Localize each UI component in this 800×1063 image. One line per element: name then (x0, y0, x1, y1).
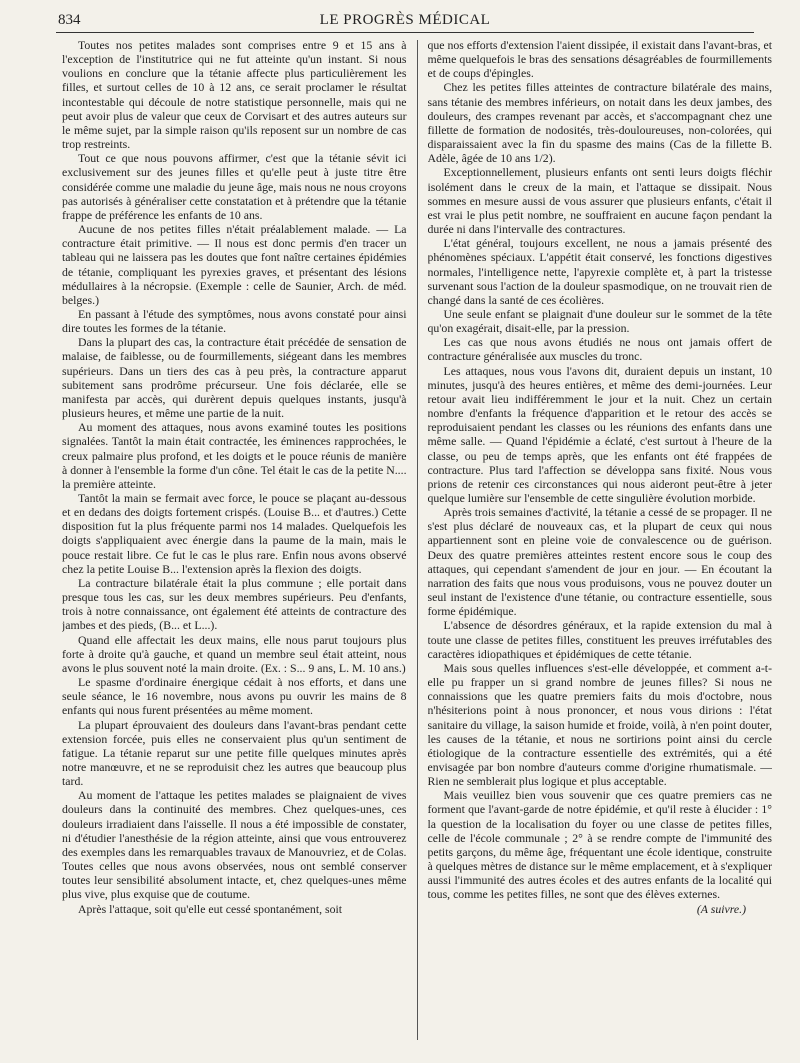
paragraph: Exceptionnellement, plusieurs enfants ont senti leurs doigts fléchir isolément dans le creux de la main, et l'attaque se dissipait. Nous sommes en mesure aussi de vous assurer que plusieurs enfants, c'était il est vrai le plus petit nombre, ne souffraient en aucune façon pendant la durée ni dans l'intervalle des contractures. (427, 165, 773, 237)
paragraph: En passant à l'étude des symptômes, nous avons constaté pour ainsi dire toutes les formes de la tétanie. (62, 306, 407, 336)
paragraph: Le spasme d'ordinaire énergique cédait à nos efforts, et dans une seule séance, le 16 novembre, nous avons pu ouvrir les mains de 8 enfants qui nous furent présentées au même moment. (62, 675, 407, 718)
left-column (62, 38, 407, 1048)
paragraph: Chez les petites filles atteintes de contracture bilatérale des mains, sans tétanie des membres inférieurs, on notait dans les deux jambes, des douleurs, des crampes revenant par accès, et s'accompagnant chez une fillette de formation de nodosités, très-douloureuses, non-colorées, qui disparaissaient avec la fin du spasme des mains (Cas de la fillette B. Adèle, âgée de 10 ans 1/2). (427, 80, 773, 166)
paragraph: Une seule enfant se plaignait d'une douleur sur le sommet de la tête qu'on exagérait, disait-elle, par la pression. (427, 306, 773, 336)
column-divider (417, 40, 418, 1040)
paragraph: La contracture bilatérale était la plus commune ; elle portait dans presque tous les cas, sur les deux membres supérieurs. Peu d'enfants, trois à notre connaissance, ont également été atteints de contracture des jambes et des pieds, (B... et L...). (62, 575, 407, 633)
paragraph: Mais sous quelles influences s'est-elle développée, et comment a-t-elle pu frapper un si grand nombre de jeunes filles? Si nous ne connaissions que les quatre premiers faits du mois d'octobre, nous n'hésiterions point à nous prononcer, et nous vous dirions : l'état sanitaire du village, la saison humide et froide, voilà, à n'en point douter, les causes de la tétanie, et nous ne sortirions point ainsi du cercle étiologique de la contracture essentielle des extrémités, qui a été envisagée par bon nombre d'auteurs comme d'origine rhumatismale. — Rien ne semblerait plus logique et plus acceptable. (427, 660, 773, 789)
continuation-note: (A suivre.) (696, 901, 747, 916)
paragraph: Toutes nos petites malades sont comprises entre 9 et 15 ans à l'exception de l'institutrice qui ne fut atteinte qu'un instant. Si nous voulions en conclure que la tétanie affecte plus particulièrement les filles, et surtout celles de 10 à 12 ans, ce serait proclamer le résultat incontestable qui découle de notre statistique personnelle, mais qui ne peut avoir plus de valeur que ceux de Corvisart et des autres auteurs sur le même sujet, par la simple raison qu'ils reposent sur un nombre de cas trop restreints. (62, 38, 407, 152)
paragraph: Après trois semaines d'activité, la tétanie a cessé de se propager. Il ne s'est plus déclaré de nouveaux cas, et la plupart de ceux qui nous appartiennent sont en pleine voie de convalescence ou de guérison. Deux des quatre premières atteintes restent encore sous le coup des attaques, qui cependant s'amendent de jour en jour. — En écoutant la narration des faits que nous vous produisons, vous ne pouvez douter un seul instant de l'existence d'une tétanie, ou contracture essentielle, sous forme épidémique. (427, 505, 773, 619)
running-title: LE PROGRÈS MÉDICAL (319, 12, 491, 28)
paragraph: Après l'attaque, soit qu'elle eut cessé spontanément, soit (78, 901, 343, 916)
paragraph: Mais veuillez bien vous souvenir que ces quatre premiers cas ne forment que l'avant-garde de notre épidémie, et qu'il reste à élucider : 1° la question de la localisation du foyer ou une classe de petites filles, celle de l'école communale ; 2° à se rendre compte de l'immunité des petits garçons, du même âge, fréquentant une école identique, construite à quelques mètres de distance sur le même emplacement, et à s'expliquer aussi l'immunité des autres écoles et des autres enfants de la localité qui tous, comme les petites filles, ne sont que des élèves externes. (427, 788, 773, 902)
paragraph: L'absence de désordres généraux, et la rapide extension du mal à toute une classe de petites filles, constituent les preuves irréfutables des caractères idiopathiques et épidémiques de cette tétanie. (427, 618, 773, 661)
page-header (56, 10, 754, 33)
page-number: 834 (58, 12, 81, 28)
paragraph: Tout ce que nous pouvons affirmer, c'est que la tétanie sévit ici exclusivement sur des jeunes filles et qu'elle peut à juste titre être considérée comme une maladie du jeune âge, mais nous ne nous croyons pas autorisés à généraliser cette constatation et à prétendre que la tétanie frappe de préférence les enfants de 10 ans. (62, 151, 407, 222)
paragraph: Les attaques, nous vous l'avons dit, duraient depuis un instant, 10 minutes, jusqu'à des heures entières, et même des demi-journées. Leur retour avait lieu indifféremment le jour et la nuit. Chez un certain nombre d'enfants la fréquence d'apparition et le retour des accès se reproduisaient pendant les classes ou les réunions des enfants dans une même salle. — Quand l'épidémie a éclaté, c'est surtout à l'heure de la classe, ou peu de temps après, que les enfants ont été frappées de contracture. Plus tard l'affection se développa sans fixité. Nous vous prions de retenir ces circonstances qui nous aideront peut-être à jeter quelque lumière sur l'ensemble de cette singulière évolution morbide. (427, 363, 773, 505)
paragraph: L'état général, toujours excellent, ne nous a jamais présenté des phénomènes spéciaux. L'appétit était conservé, les fonctions digestives normales, l'intelligence nette, l'apyrexie complète et, à part la tristesse survenant sous l'action de la douleur spasmodique, on ne trouvait rien de changé dans la santé de ces écolières. (427, 236, 773, 307)
paragraph: Au moment de l'attaque les petites malades se plaignaient de vives douleurs dans la continuité des membres. Chez quelques-unes, ces douleurs irradiaient dans l'aisselle. Il nous a été impossible de constater, ni d'étudier l'anesthésie de la région atteinte, ainsi que vous entrouverez des exemples dans les remarquables travaux de Manouvriez, et de Colas. Toutes celles que nous avons observées, nous ont semblé conserver toutes leur sensibilité absolument intacte, et, chez quelques-unes même plus vive, plus exquise que de coutume. (62, 788, 407, 902)
text-columns (62, 38, 772, 1048)
paragraph: Tantôt la main se fermait avec force, le pouce se plaçant au-dessous et en dedans des doigts fortement crispés. (Louise B... et d'autres.) Cette disposition fut la plus fréquente parmi nos 14 malades. Quelquefois les doigts s'appliquaient avec énergie dans la paume de la main, mais le pouce restait libre. Ce fut le cas le plus rare. Enfin nous avons observé chez la petite Louise B... l'extension après la flexion des doigts. (62, 491, 407, 576)
paragraph: que nos efforts d'extension l'aient dissipée, il existait dans l'avant-bras, et même quelquefois le bras des sensations désagréables de fourmillements et de coups d'épingles. (427, 38, 773, 81)
paragraph: Au moment des attaques, nous avons examiné toutes les positions signalées. Tantôt la main était contractée, les éminences rapprochées, le creux palmaire plus profond, et les doigts et le pouce réunis de manière à donner à l'ensemble la forme d'un cône. Tel était le cas de la petite N.... la première atteinte. (62, 420, 407, 491)
paragraph: Dans la plupart des cas, la contracture était précédée de sensation de malaise, de faiblesse, ou de fourmillements, siégeant dans les membres supérieurs. Dans un tiers des cas à peu près, la contracture apparut subitement sans prodrôme précurseur. Une fois déclarée, elle se manifesta par accès, qui durèrent depuis quelques instants, jusqu'à plusieurs heures, et même une partie de la nuit. (62, 335, 407, 421)
paragraph: Quand elle affectait les deux mains, elle nous parut toujours plus forte à droite qu'à gauche, et quand un membre seul était atteint, nous avons le plus souvent noté la main droite. (Ex. : S... 9 ans, L. M. 10 ans.) (62, 632, 407, 675)
paragraph: Les cas que nous avons étudiés ne nous ont jamais offert de contracture généralisée aux muscles du tronc. (427, 335, 773, 364)
paragraph: La plupart éprouvaient des douleurs dans l'avant-bras pendant cette extension forcée, puis elles ne conservaient plus qu'un sentiment de fatigue. La tétanie reparut sur une petite fille quelques minutes après notre manœuvre, et ne se reproduisit chez les autres que beaucoup plus tard. (62, 717, 407, 789)
right-column (428, 38, 773, 1048)
paragraph: Aucune de nos petites filles n'était préalablement malade. — La contracture était primitive. — Il nous est donc permis d'en tracer un tableau qui ne laissera pas les doutes que font naître certaines épidémies de tétanie, compliquant les pyrexies graves, et présentant des lésions médullaires à la nécropsie. (Exemple : celle de Saunier, Arch. de méd. belges.) (62, 222, 407, 307)
